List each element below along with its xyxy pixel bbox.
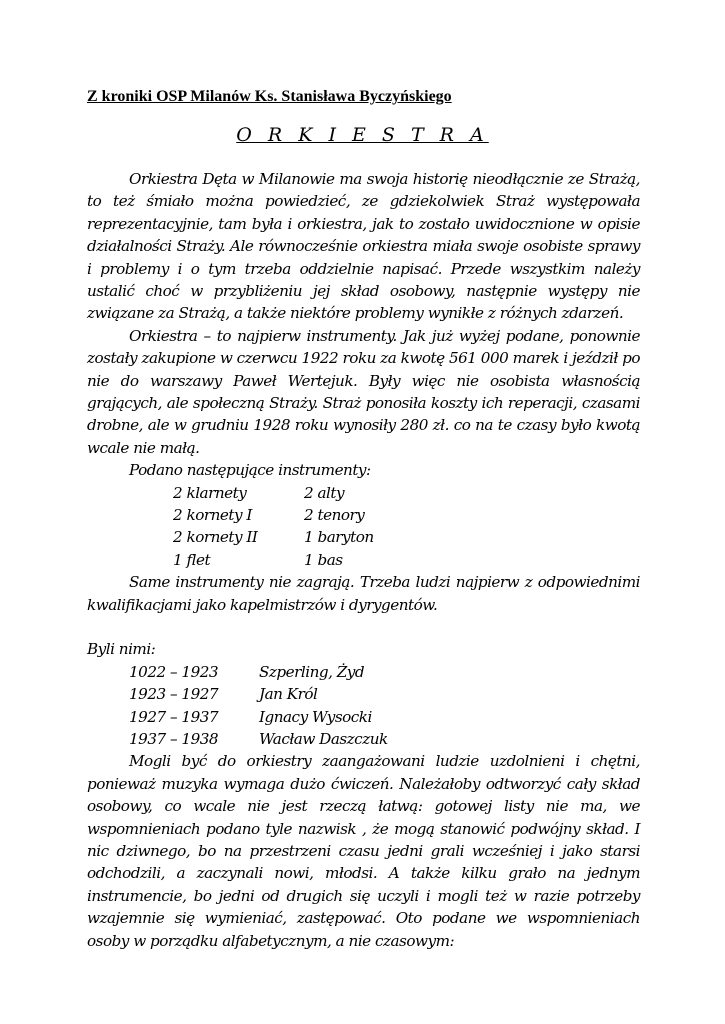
instruments-intro: Podano następujące instrumenty: [129,461,371,480]
instrument-right: 1 bas [304,550,343,569]
paragraph-members: Mogli być do orkiestry zaangażowani ludzie uzdolnieni i chętni, ponieważ muzyka wymaga dużo ćwiczeń. Należałoby odtworzyć cały skład osobowy, co wcale nie jest rzeczą łatwą: gotowej listy nie ma, we wspomnieniach podano tyle nazwisk , że mogą stanowić podwójny skład. I nic dziwnego, bo na przestrzeni czasu jedni grali wcześniej i jako starsi odchodzili, a zaczynali nowi, młodsi. A także kilku grało na jednym instrumencie, bo jedni od drugich się uczyli i mogli też w razie potrzeby wzajemnie się wymieniać, zastępować. Oto podane we wspomnieniach osoby w porządku alfabetycznym, a nie czasowym: [87,752,640,950]
instrument-row [87,549,640,571]
conductor-name: Jan Król [259,685,318,704]
conductor-years: 1923 – 1927 [129,685,219,704]
instrument-right: 1 baryton [304,528,374,547]
instrument-left: 2 kornety I [173,506,252,525]
conductor-years: 1937 – 1938 [129,730,219,749]
paragraph-conductors-need: Same instrumenty nie zagrają. Trzeba ludzi najpierw z odpowiednimi kwalifikacjami jako kapelmistrzów i dyrygentów. [87,573,640,614]
conductor-years: 1022 – 1923 [129,662,219,681]
instrument-row [87,526,640,548]
instrument-row [87,482,640,504]
page-title: O R K I E S T R A [236,124,489,146]
conductor-years: 1927 – 1937 [129,707,219,726]
instruments-list [87,482,640,572]
chronicle-header: Z kroniki OSP Milanów Ks. Stanisława Byczyńskiego [87,88,452,105]
instrument-row [87,504,640,526]
instrument-left: 2 klarnety [173,483,247,502]
document-body [87,168,640,952]
conductors-intro: Byli nimi: [87,640,156,659]
conductor-name: Ignacy Wysocki [259,707,372,726]
conductor-name: Wacław Daszczuk [259,730,388,749]
conductor-row [87,683,640,705]
instrument-left: 1 flet [173,550,211,569]
conductor-name: Szperling, Żyd [259,662,365,681]
conductor-row [87,728,640,750]
instrument-left: 2 kornety II [173,528,258,547]
paragraph-history: Orkiestra Dęta w Milanowie ma swoja historię nieodłącznie ze Strażą, to też śmiało można powiedzieć, ze gdziekolwiek Straż występowała reprezentacyjnie, tam była i orkiestra, jak to zostało uwidocznione w opisie działalności Straży. Ale równocześnie orkiestra miała swoje osobiste sprawy i problemy i o tym trzeba oddzielnie napisać. Przede wszystkim należy ustalić choć w przybliżeniu jej skład osobowy, następnie występy nie związane za Strażą, a także niektóre problemy wynikłe z różnych zdarzeń. [87,170,640,323]
instrument-right: 2 tenory [304,506,365,525]
paragraph-instruments-purchase: Orkiestra – to najpierw instrumenty. Jak już wyżej podane, ponownie zostały zakupione w czerwcu 1922 roku za kwotę 561 000 marek i jeździł po nie do warszawy Paweł Wertejuk. Były więc nie osobista własnością grających, ale społeczną Straży. Straż ponosiła koszty ich reperacji, czasami drobne, ale w grudniu 1928 roku wynosiły 280 zł. co na te czasy było kwotą wcale nie małą. [87,326,640,457]
blank-line [87,616,640,638]
conductor-row [87,661,640,683]
conductor-row [87,706,640,728]
conductors-list [87,661,640,751]
instrument-right: 2 alty [304,483,345,502]
